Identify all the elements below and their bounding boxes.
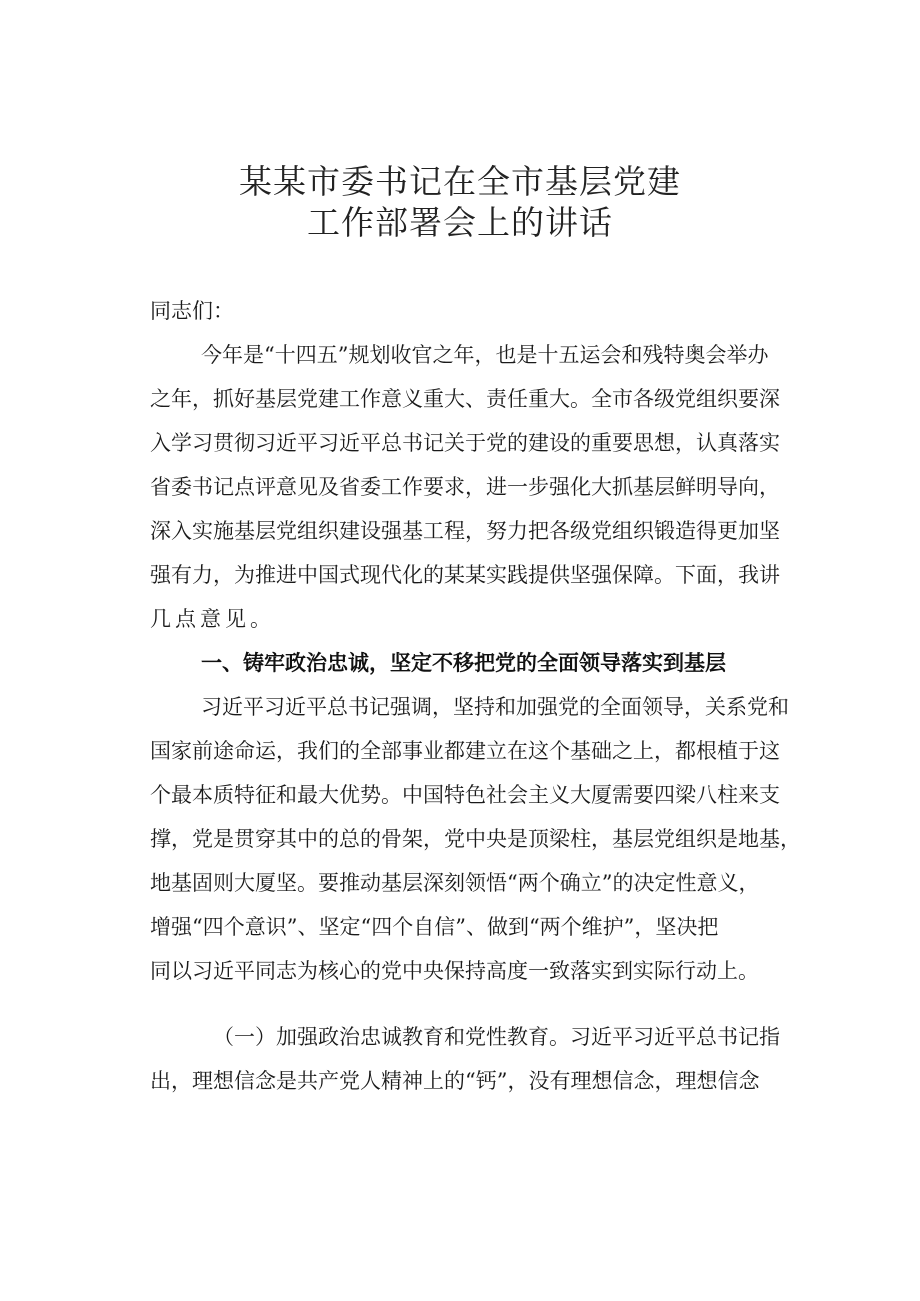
section-heading: 一、铸牢政治忠诚，坚定不移把党的全面领导落实到基层	[201, 651, 726, 675]
paragraph-2-line: 同以习近平同志为核心的党中央保持高度一致落实到实际行动上。	[150, 959, 759, 983]
paragraph-2-line: 国家前途命运，我们的全部事业都建立在这个基础之上，都根植于这	[150, 739, 780, 763]
document-title-line-2: 工作部署会上的讲话	[307, 203, 613, 242]
paragraph-2-line: 个最本质特征和最大优势。中国特色社会主义大厦需要四梁八柱来支	[150, 783, 780, 807]
paragraph-1-line: 深入实施基层党组织建设强基工程，努力把各级党组织锻造得更加坚	[150, 519, 780, 543]
paragraph-2-line: 地基固则大厦坚。要推动基层深刻领悟“两个确立”的决定性意义，	[150, 871, 760, 895]
paragraph-1-line: 几点意见。	[150, 607, 275, 631]
paragraph-3-line: 出，理想信念是共产党人精神上的“钙”，没有理想信念，理想信念	[150, 1069, 760, 1093]
paragraph-1-line: 省委书记点评意见及省委工作要求，进一步强化大抓基层鲜明导向，	[150, 475, 780, 499]
paragraph-1-line: 之年，抓好基层党建工作意义重大、责任重大。全市各级党组织要深	[150, 387, 780, 411]
paragraph-3-line: （一）加强政治忠诚教育和党性教育。习近平习近平总书记指	[213, 1025, 780, 1049]
document-title-line-1: 某某市委书记在全市基层党建	[239, 162, 681, 201]
paragraph-2-line: 增强“四个意识”、坚定“四个自信”、做到“两个维护”，坚决把	[150, 915, 719, 939]
paragraph-2-line: 习近平习近平总书记强调，坚持和加强党的全面领导，关系党和	[201, 695, 789, 719]
paragraph-1-line: 今年是“十四五”规划收官之年，也是十五运会和残特奥会举办	[201, 343, 769, 367]
greeting: 同志们：	[150, 299, 234, 323]
paragraph-1-line: 强有力，为推进中国式现代化的某某实践提供坚强保障。下面，我讲	[150, 563, 780, 587]
paragraph-1-line: 入学习贯彻习近平习近平总书记关于党的建设的重要思想，认真落实	[150, 431, 780, 455]
paragraph-2-line: 撑，党是贯穿其中的总的骨架，党中央是顶梁柱，基层党组织是地基，	[150, 827, 801, 851]
